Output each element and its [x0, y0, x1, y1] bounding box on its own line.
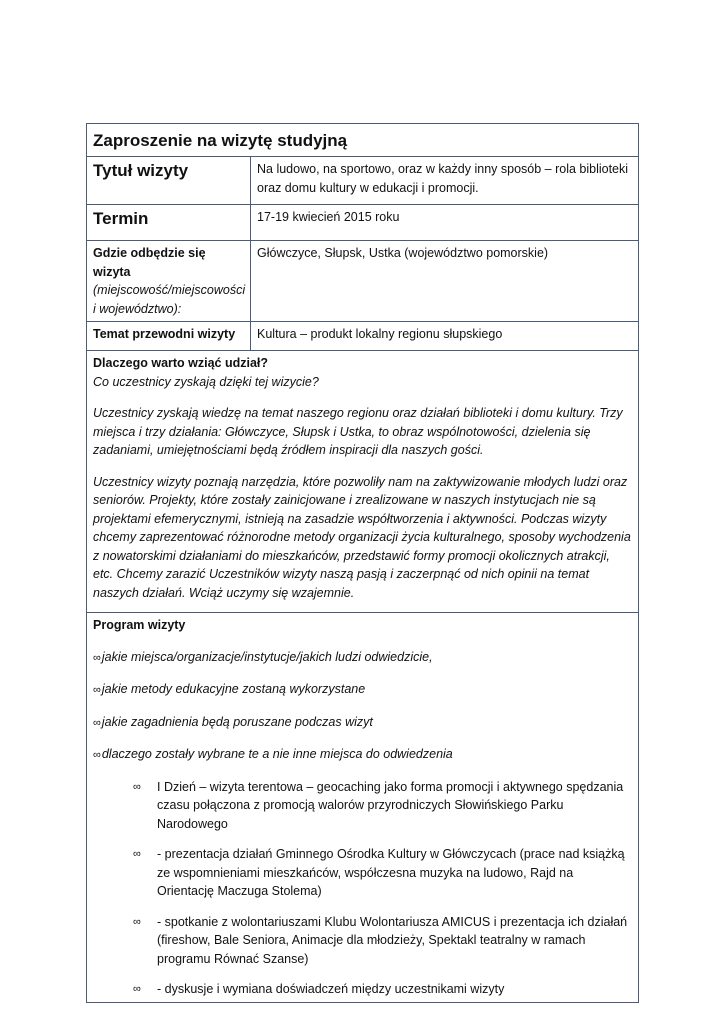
- title-row: [87, 124, 639, 157]
- tytul-label-cell: [87, 157, 251, 205]
- temat-label-cell: [87, 322, 251, 351]
- temat-label: Temat przewodni wizyty: [93, 327, 236, 341]
- why-paragraph-2: Uczestnicy wizyty poznają narzędzia, które pozwoliły nam na zaktywizowanie młodych ludzi oraz seniorów. Projekty, które zostały zainicjowane i zrealizowane w naszych instytucjach nie są projektami efemerycznymi, istnieją na zasadzie współtworzenia i aktywności. Podczas wizyty chcemy zaprezentować różnorodne metody organizacji życia kulturalnego, sposoby wychodzenia z nowatorskimi działaniami do mieszkańców, przedstawić formy promocji okolicznych atrakcji, etc. Chcemy zarazić Uczestników wizyty naszą pasją i zaczerpnąć od nich opinii na temat naszych działań. Wciąż uczymy się wzajemnie.: [93, 474, 631, 600]
- program-question: ∞ jakie metody edukacyjne zostaną wykorzystane: [93, 680, 632, 700]
- list-item: ∞ - prezentacja działań Gminnego Ośrodka Kultury w Główczycach (prace nad książką ze wspomnieniami mieszkańców, współczesna muzyka na ludowo, Rajd na Orientację Maczuga Stolema): [133, 845, 632, 901]
- temat-value: Kultura – produkt lokalny regionu słupskiego: [257, 327, 503, 341]
- program-question: ∞ jakie miejsca/organizacje/instytucje/jakich ludzi odwiedzicie,: [93, 648, 632, 668]
- invitation-form-table: [86, 123, 639, 1003]
- list-item: ∞ I Dzień – wizyta terentowa – geocaching jako forma promocji i aktywnego spędzania czasu połączona z promocją walorów przyrodniczych Słowińskiego Parku Narodowego: [133, 778, 632, 834]
- program-items-list: [93, 778, 632, 999]
- termin-label-cell: [87, 205, 251, 241]
- why-cell: [87, 351, 639, 613]
- program-question: ∞ dlaczego zostały wybrane te a nie inne miejsca do odwiedzenia: [93, 745, 632, 765]
- infinity-bullet-icon: ∞: [133, 848, 141, 860]
- why-paragraph-1: Uczestnicy zyskają wiedzę na temat naszego regionu oraz działań biblioteki i domu kultury. Trzy miejsca i trzy działania: Główczyce, Słupsk i Ustka, to obraz wspólnotowości, dzielenia się zadaniami, umiejętnościami będą źródłem inspiracji dla naszych gości.: [93, 406, 623, 457]
- gdzie-value-cell: [251, 241, 639, 322]
- program-question: ∞ jakie zagadnienia będą poruszane podczas wizyt: [93, 713, 632, 733]
- gdzie-value: Główczyce, Słupsk, Ustka (województwo pomorskie): [257, 246, 549, 260]
- infinity-bullet-icon: ∞: [93, 684, 101, 696]
- form-title: Zaproszenie na wizytę studyjną: [93, 131, 348, 150]
- temat-value-cell: [251, 322, 639, 351]
- infinity-bullet-icon: ∞: [133, 780, 141, 793]
- termin-value-cell: [251, 205, 639, 241]
- program-row: [87, 613, 639, 1003]
- title-cell: [87, 124, 639, 157]
- tytul-row: [87, 157, 639, 205]
- list-item: ∞ - spotkanie z wolontariuszami Klubu Wolontariusza AMICUS i prezentacja ich działań (fireshow, Bale Seniora, Animacje dla młodzieży, Spektakl teatralny w ramach programu Równać Szanse): [133, 913, 632, 969]
- infinity-bullet-icon: ∞: [133, 915, 141, 928]
- gdzie-label-cell: [87, 241, 251, 322]
- program-heading: Program wizyty: [93, 618, 186, 632]
- program-cell: [87, 613, 639, 1003]
- termin-value: 17-19 kwiecień 2015 roku: [257, 210, 400, 224]
- temat-row: [87, 322, 639, 351]
- infinity-bullet-icon: ∞: [93, 716, 101, 729]
- why-subheading: Co uczestnicy zyskają dzięki tej wizycie?: [93, 374, 319, 389]
- tytul-value-cell: [251, 157, 639, 205]
- why-row: [87, 351, 639, 613]
- infinity-bullet-icon: ∞: [133, 983, 141, 995]
- infinity-bullet-icon: ∞: [93, 651, 101, 664]
- gdzie-row: [87, 241, 639, 322]
- list-item: ∞ - dyskusje i wymiana doświadczeń między uczestnikami wizyty: [133, 980, 632, 999]
- why-heading: Dlaczego warto wziąć udział?: [93, 356, 269, 370]
- tytul-label: Tytuł wizyty: [93, 161, 189, 180]
- termin-label: Termin: [93, 209, 149, 228]
- gdzie-label: Gdzie odbędzie się wizyta: [93, 246, 206, 279]
- infinity-bullet-icon: ∞: [93, 749, 101, 761]
- gdzie-sublabel: (miejscowość/miejscowości i województwo):: [93, 283, 246, 316]
- tytul-value: Na ludowo, na sportowo, oraz w każdy inny sposób – rola biblioteki oraz domu kultury w edukacji i promocji.: [257, 162, 629, 195]
- termin-row: [87, 205, 639, 241]
